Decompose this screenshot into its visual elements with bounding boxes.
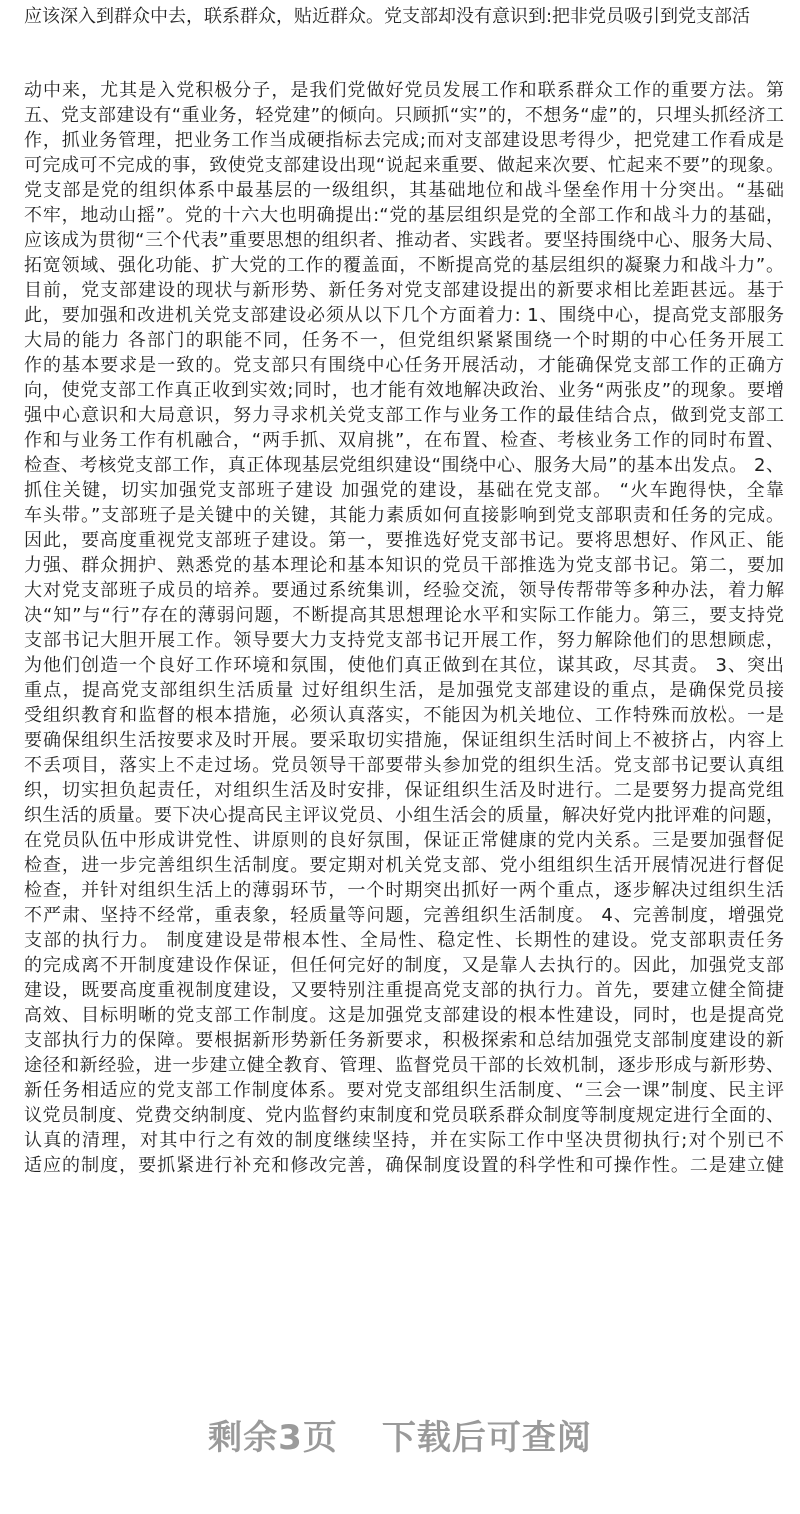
body-text-line: 建设，既要高度重视制度建设，又要特别注重提高党支部的执行力。首先，要建立健全简捷 [24, 980, 784, 1001]
body-text-line: 作和与业务工作有机融合，“两手抓、双肩挑”，在布置、检查、考核业务工作的同时布置、 [24, 430, 784, 451]
body-text-line: 新任务相适应的党支部工作制度体系。要对党支部组织生活制度、“三会一课”制度、民主评 [24, 1080, 784, 1101]
body-text-line: 高效、目标明晰的党支部工作制度。这是加强党支部建设的根本性建设，同时，也是提高党 [24, 1005, 784, 1026]
body-text-line: 作，抓业务管理，把业务工作当成硬指标去完成;而对支部建设思考得少，把党建工作看成是 [24, 130, 784, 151]
body-text-line: 动中来，尤其是入党积极分子，是我们党做好党员发展工作和联系群众工作的重要方法。第 [24, 80, 784, 101]
body-text-line: 不牢，地动山摇”。党的十六大也明确提出:“党的基层组织是党的全部工作和战斗力的基础， [24, 205, 784, 226]
body-text-line: 为他们创造一个良好工作环境和氛围，使他们真正做到在其位，谋其政，尽其责。 3、突出 [24, 655, 784, 676]
body-text-line: 适应的制度，要抓紧进行补充和修改完善，确保制度设置的科学性和可操作性。二是建立健 [24, 1155, 784, 1176]
body-text-line: 检查、考核党支部工作，真正体现基层党组织建设“围绕中心、服务大局”的基本出发点。 2、 [24, 455, 784, 476]
body-text-line: 受组织教育和监督的根本措施，必须认真落实，不能因为机关地位、工作特殊而放松。一是 [24, 705, 784, 726]
body-text-line: 织，切实担负起责任，对组织生活及时安排，保证组织生活及时进行。二是要努力提高党组 [24, 780, 784, 801]
body-text-line: 目前，党支部建设的现状与新形势、新任务对党支部建设提出的新要求相比差距甚远。基于 [24, 280, 784, 301]
body-text-line: 检查，进一步完善组织生活制度。要定期对机关党支部、党小组组织生活开展情况进行督促 [24, 855, 784, 876]
body-text-line: 拓宽领域、强化功能、扩大党的工作的覆盖面，不断提高党的基层组织的凝聚力和战斗力”。 [24, 255, 784, 276]
body-text-line: 议党员制度、党费交纳制度、党内监督约束制度和党员联系群众制度等制度规定进行全面的、 [24, 1105, 784, 1126]
remaining-pages-banner[interactable] [0, 1410, 800, 1459]
body-text-line: 强中心意识和大局意识，努力寻求机关党支部工作与业务工作的最佳结合点，做到党支部工 [24, 405, 784, 426]
body-text-line: 不严肃、坚持不经常，重表象，轻质量等问题，完善组织生活制度。 4、完善制度，增强党 [24, 905, 784, 926]
body-text-line: 在党员队伍中形成讲党性、讲原则的良好氛围，保证正常健康的党内关系。三是要加强督促 [24, 830, 784, 851]
body-text-line: 因此，要高度重视党支部班子建设。第一，要推选好党支部书记。要将思想好、作风正、能 [24, 530, 784, 551]
body-text-line: 大对党支部班子成员的培养。要通过系统集训，经验交流，领导传帮带等多种办法，着力解 [24, 580, 784, 601]
body-text-line: 支部书记大胆开展工作。领导要大力支持党支部书记开展工作，努力解除他们的思想顾虑， [24, 630, 784, 651]
body-text-line: 织生活的质量。要下决心提高民主评议党员、小组生活会的质量，解决好党内批评难的问题， [24, 805, 784, 826]
body-text-line: 五、党支部建设有“重业务，轻党建”的倾向。只顾抓“实”的，不想务“虚”的，只埋头抓经济工 [24, 105, 784, 126]
body-text-line: 此，要加强和改进机关党支部建设必须从以下几个方面着力: 1、围绕中心，提高党支部服务 [24, 305, 784, 326]
download-to-view-label: 下载后可查阅 [381, 1418, 592, 1458]
body-text-line: 的完成离不开制度建设作保证，但任何完好的制度，又是靠人去执行的。因此，加强党支部 [24, 955, 784, 976]
body-text-line: 认真的清理，对其中行之有效的制度继续坚持，并在实际工作中坚决贯彻执行;对个别已不 [24, 1130, 784, 1151]
body-text-line: 重点，提高党支部组织生活质量 过好组织生活，是加强党支部建设的重点，是确保党员接 [24, 680, 784, 701]
body-text-line: 力强、群众拥护、熟悉党的基本理论和基本知识的党员干部推选为党支部书记。第二，要加 [24, 555, 784, 576]
body-text-line: 检查，并针对组织生活上的薄弱环节，一个时期突出抓好一两个重点，逐步解决过组织生活 [24, 880, 784, 901]
body-text-line: 应该成为贯彻“三个代表”重要思想的组织者、推动者、实践者。要坚持围绕中心、服务大局、 [24, 230, 784, 251]
body-text-line: 车头带。”支部班子是关键中的关键，其能力素质如何直接影响到党支部职责和任务的完成。 [24, 505, 784, 526]
body-text-line: 途径和新经验，进一步建立健全教育、管理、监督党员干部的长效机制，逐步形成与新形势、 [24, 1055, 784, 1076]
body-text-line: 党支部是党的组织体系中最基层的一级组织，其基础地位和战斗堡垒作用十分突出。“基础 [24, 180, 784, 201]
body-text-line: 支部执行力的保障。要根据新形势新任务新要求，积极探索和总结加强党支部制度建设的新 [24, 1030, 784, 1051]
remaining-pages-label: 剩余3页 [208, 1418, 338, 1458]
body-text-line: 抓住关键，切实加强党支部班子建设 加强党的建设，基础在党支部。 “火车跑得快，全靠 [24, 480, 784, 501]
body-text-line: 作的基本要求是一致的。党支部只有围绕中心任务开展活动，才能确保党支部工作的正确方 [24, 355, 784, 376]
document-body [24, 78, 784, 1178]
body-text-line: 不丢项目，落实上不走过场。党员领导干部要带头参加党的组织生活。党支部书记要认真组 [24, 755, 784, 776]
body-text-line: 支部的执行力。 制度建设是带根本性、全局性、稳定性、长期性的建设。党支部职责任务 [24, 930, 784, 951]
body-text-line: 决“知”与“行”存在的薄弱问题，不断提高其思想理论水平和实际工作能力。第三，要支持党 [24, 605, 784, 626]
body-text-line: 要确保组织生活按要求及时开展。要采取切实措施，保证组织生活时间上不被挤占，内容上 [24, 730, 784, 751]
body-text-line: 可完成可不完成的事，致使党支部建设出现“说起来重要、做起来次要、忙起来不要”的现象。 [24, 155, 784, 176]
body-text-line: 向，使党支部工作真正收到实效;同时，也才能有效地解决政治、业务“两张皮”的现象。要增 [24, 380, 784, 401]
body-text-line: 大局的能力 各部门的职能不同，任务不一，但党组织紧紧围绕一个时期的中心任务开展工 [24, 330, 784, 351]
top-text-line: 应该深入到群众中去，联系群众，贴近群众。党支部却没有意识到:把非党员吸引到党支部活 [24, 6, 751, 27]
